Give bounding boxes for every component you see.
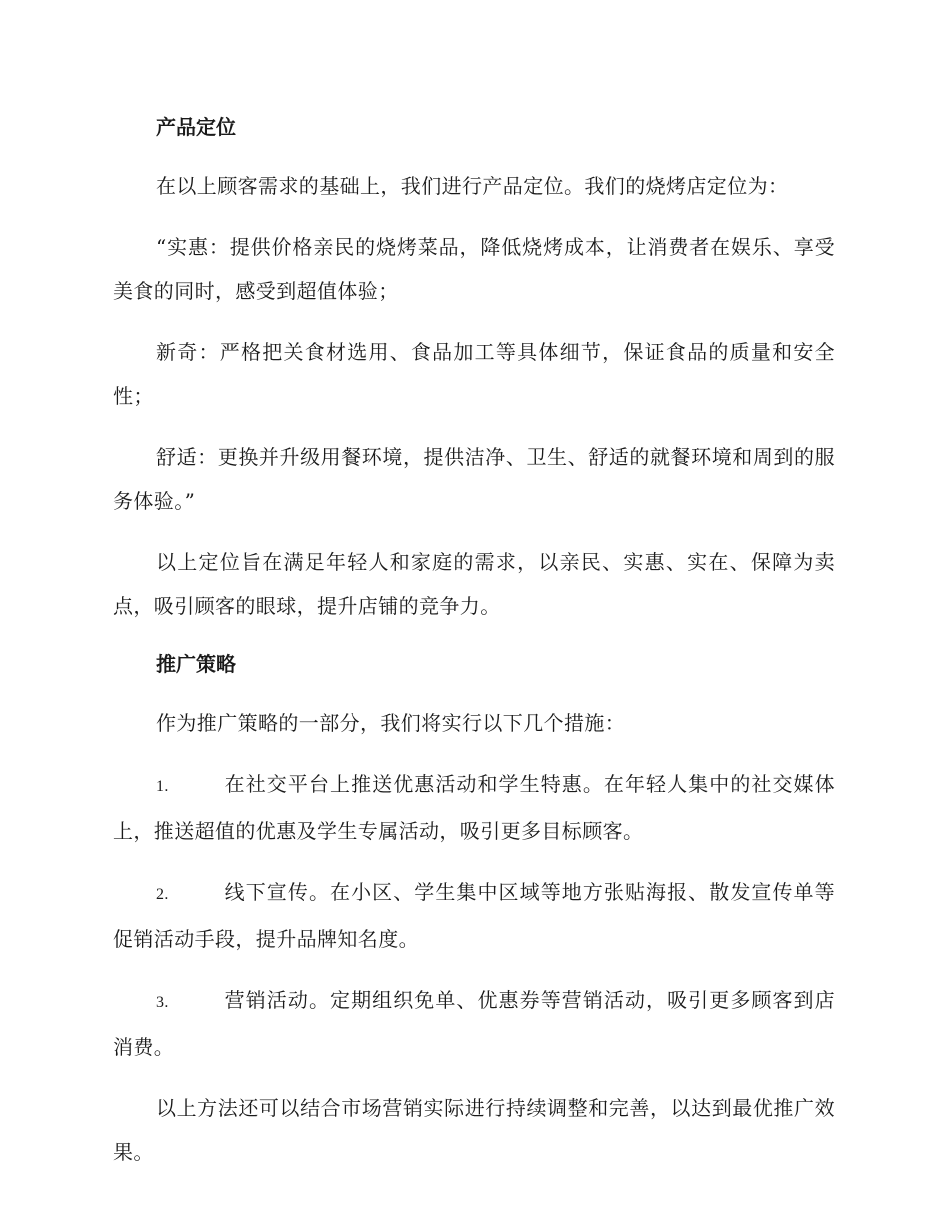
paragraph-quote-novel: 新奇：严格把关食材选用、食品加工等具体细节，保证食品的质量和安全性； — [113, 340, 835, 408]
section-heading-product-positioning: 产品定位 — [156, 115, 236, 139]
paragraph-positioning-summary: 以上定位旨在满足年轻人和家庭的需求，以亲民、实惠、实在、保障为卖点，吸引顾客的眼球，提升店铺的竞争力。 — [113, 550, 835, 618]
list-item — [113, 762, 835, 853]
list-item — [113, 978, 835, 1069]
list-item — [113, 870, 835, 961]
section-heading-promotion-strategy: 推广策略 — [156, 652, 236, 676]
paragraph-quote-affordable: “实惠：提供价格亲民的烧烤菜品，降低烧烤成本，让消费者在娱乐、享受美食的同时，感受到超值体验； — [113, 235, 835, 303]
paragraph-strategy-conclusion: 以上方法还可以结合市场营销实际进行持续调整和完善，以达到最优推广效果。 — [113, 1096, 835, 1164]
list-item-number: 3. — [156, 994, 169, 1011]
list-item-number: 2. — [156, 886, 169, 903]
paragraph-positioning-intro: 在以上顾客需求的基础上，我们进行产品定位。我们的烧烤店定位为： — [156, 174, 789, 198]
list-item-number: 1. — [156, 778, 169, 795]
list-item-text: 在社交平台上推送优惠活动和学生特惠。在年轻人集中的社交媒体上，推送超值的优惠及学生专属活动，吸引更多目标顾客。 — [113, 772, 835, 843]
document-page — [113, 108, 835, 1191]
list-item-text: 营销活动。定期组织免单、优惠券等营销活动，吸引更多顾客到店消费。 — [113, 988, 835, 1059]
paragraph-strategy-intro: 作为推广策略的一部分，我们将实行以下几个措施： — [156, 711, 626, 735]
paragraph-quote-comfort: 舒适：更换并升级用餐环境，提供洁净、卫生、舒适的就餐环境和周到的服务体验。” — [113, 445, 835, 513]
list-item-text: 线下宣传。在小区、学生集中区域等地方张贴海报、散发宣传单等促销活动手段，提升品牌知名度。 — [113, 880, 835, 951]
